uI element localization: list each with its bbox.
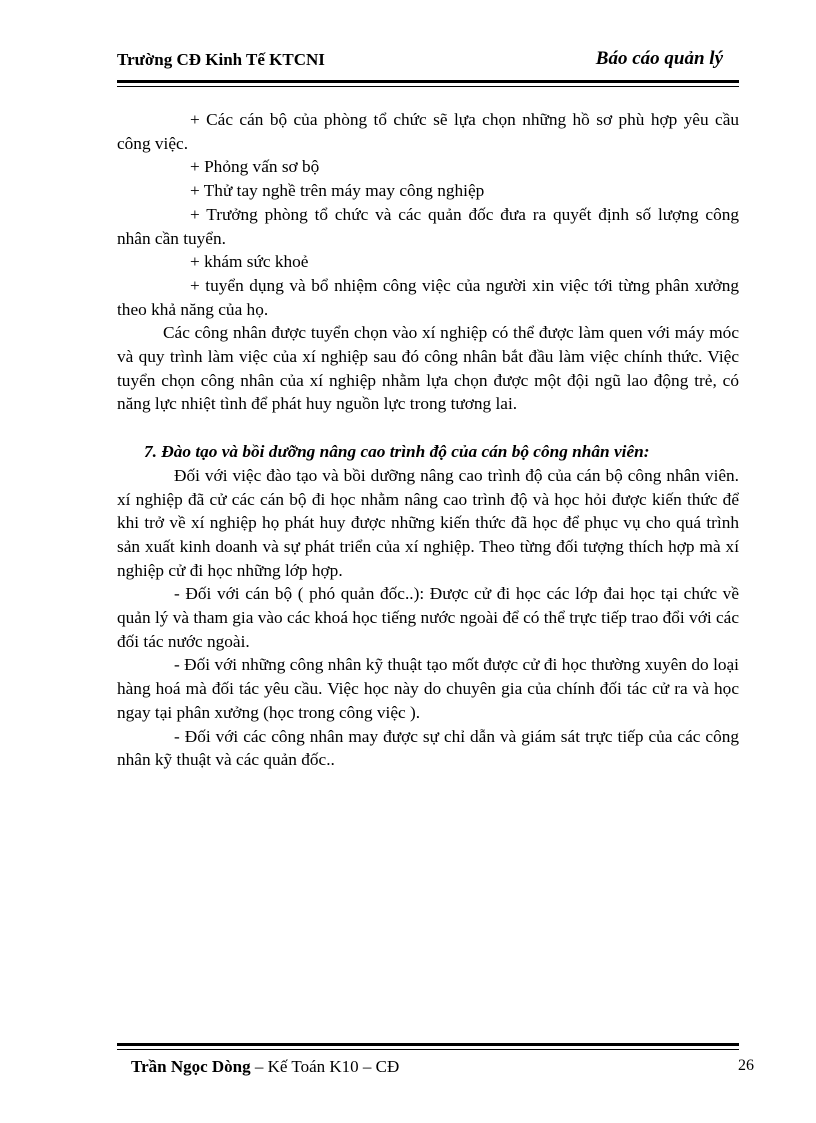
footer-author-line: [131, 1057, 399, 1077]
header-rule-thin: [117, 86, 739, 87]
footer-rule-thick: [117, 1043, 739, 1046]
paragraph-health-check: + khám sức khoẻ: [190, 252, 309, 272]
footer-author: Trần Ngọc Dòng: [131, 1057, 251, 1076]
paragraph-recruitment-summary: Các công nhân được tuyển chọn vào xí nghiệp có thể được làm quen với máy móc và quy trình làm việc của xí nghiệp sau đó công nhân bắt đầu làm việc chính thức. Việc tuyển chọn công nhân của xí nghiệp nhằm lựa chọn được một đội ngũ lao động trẻ, có năng lực nhiệt tình để phát huy nguồn lực trong tương lai.: [117, 323, 739, 414]
paragraph-training-intro: Đối với việc đào tạo và bồi dưỡng nâng cao trình độ của cán bộ công nhân viên. xí nghiệp đã cử các cán bộ đi học nhằm nâng cao trình độ và học hỏi được kiến thức để khi trở về xí nghiệp họ phát huy được những kiến thức đã học để phục vụ cho quá trình sản xuất kinh doanh và sự phát triển của xí nghiệp. Theo từng đối tượng thích hợp mà xí nghiệp cử đi học những lớp hợp.: [117, 465, 739, 580]
paragraph-training-managers: - Đối với cán bộ ( phó quản đốc..): Được cử đi học các lớp đai học tại chức về quản lý và tham gia vào các khoá học tiếng nước ngoài để có thể trực tiếp trao đổi với các đối tác nước ngoài.: [117, 584, 739, 651]
page-number: 26: [738, 1057, 754, 1074]
header-rule-thick: [117, 80, 739, 83]
footer-course: – Kế Toán K10 – CĐ: [250, 1057, 400, 1076]
paragraph-decision: + Trưởng phòng tổ chức và các quản đốc đưa ra quyết định số lượng công nhân cần tuyển.: [117, 204, 739, 248]
header-school-name: Trường CĐ Kinh Tế KTCNI: [117, 50, 325, 69]
paragraph-training-technicians: - Đối với những công nhân kỹ thuật tạo mốt được cử đi học thường xuyên do loại hàng hoá mà đối tác yêu cầu. Việc học này do chuyên gia của chính đối tác cử ra và học ngay tại phân xưởng (học trong công việc ).: [117, 655, 739, 722]
section-heading-training: 7. Đào tạo và bồi dưỡng nâng cao trình độ của cán bộ công nhân viên:: [144, 442, 650, 462]
paragraph-skill-test: + Thử tay nghề trên máy may công nghiệp: [190, 181, 485, 201]
paragraph-interview: + Phỏng vấn sơ bộ: [190, 157, 320, 177]
paragraph-selection-files: + Các cán bộ của phòng tổ chức sẽ lựa chọn những hồ sơ phù hợp yêu cầu công việc.: [117, 110, 739, 153]
page-body: [117, 108, 739, 772]
footer-rule-thin: [117, 1049, 739, 1050]
header-report-title: Báo cáo quản lý: [595, 48, 723, 69]
paragraph-appointment: + tuyển dụng và bổ nhiệm công việc của người xin việc tới từng phân xưởng theo khả năng của họ.: [117, 275, 739, 319]
paragraph-training-workers: - Đối với các công nhân may được sự chỉ dẫn và giám sát trực tiếp của các công nhân kỹ thuật và các quản đốc..: [117, 726, 739, 770]
